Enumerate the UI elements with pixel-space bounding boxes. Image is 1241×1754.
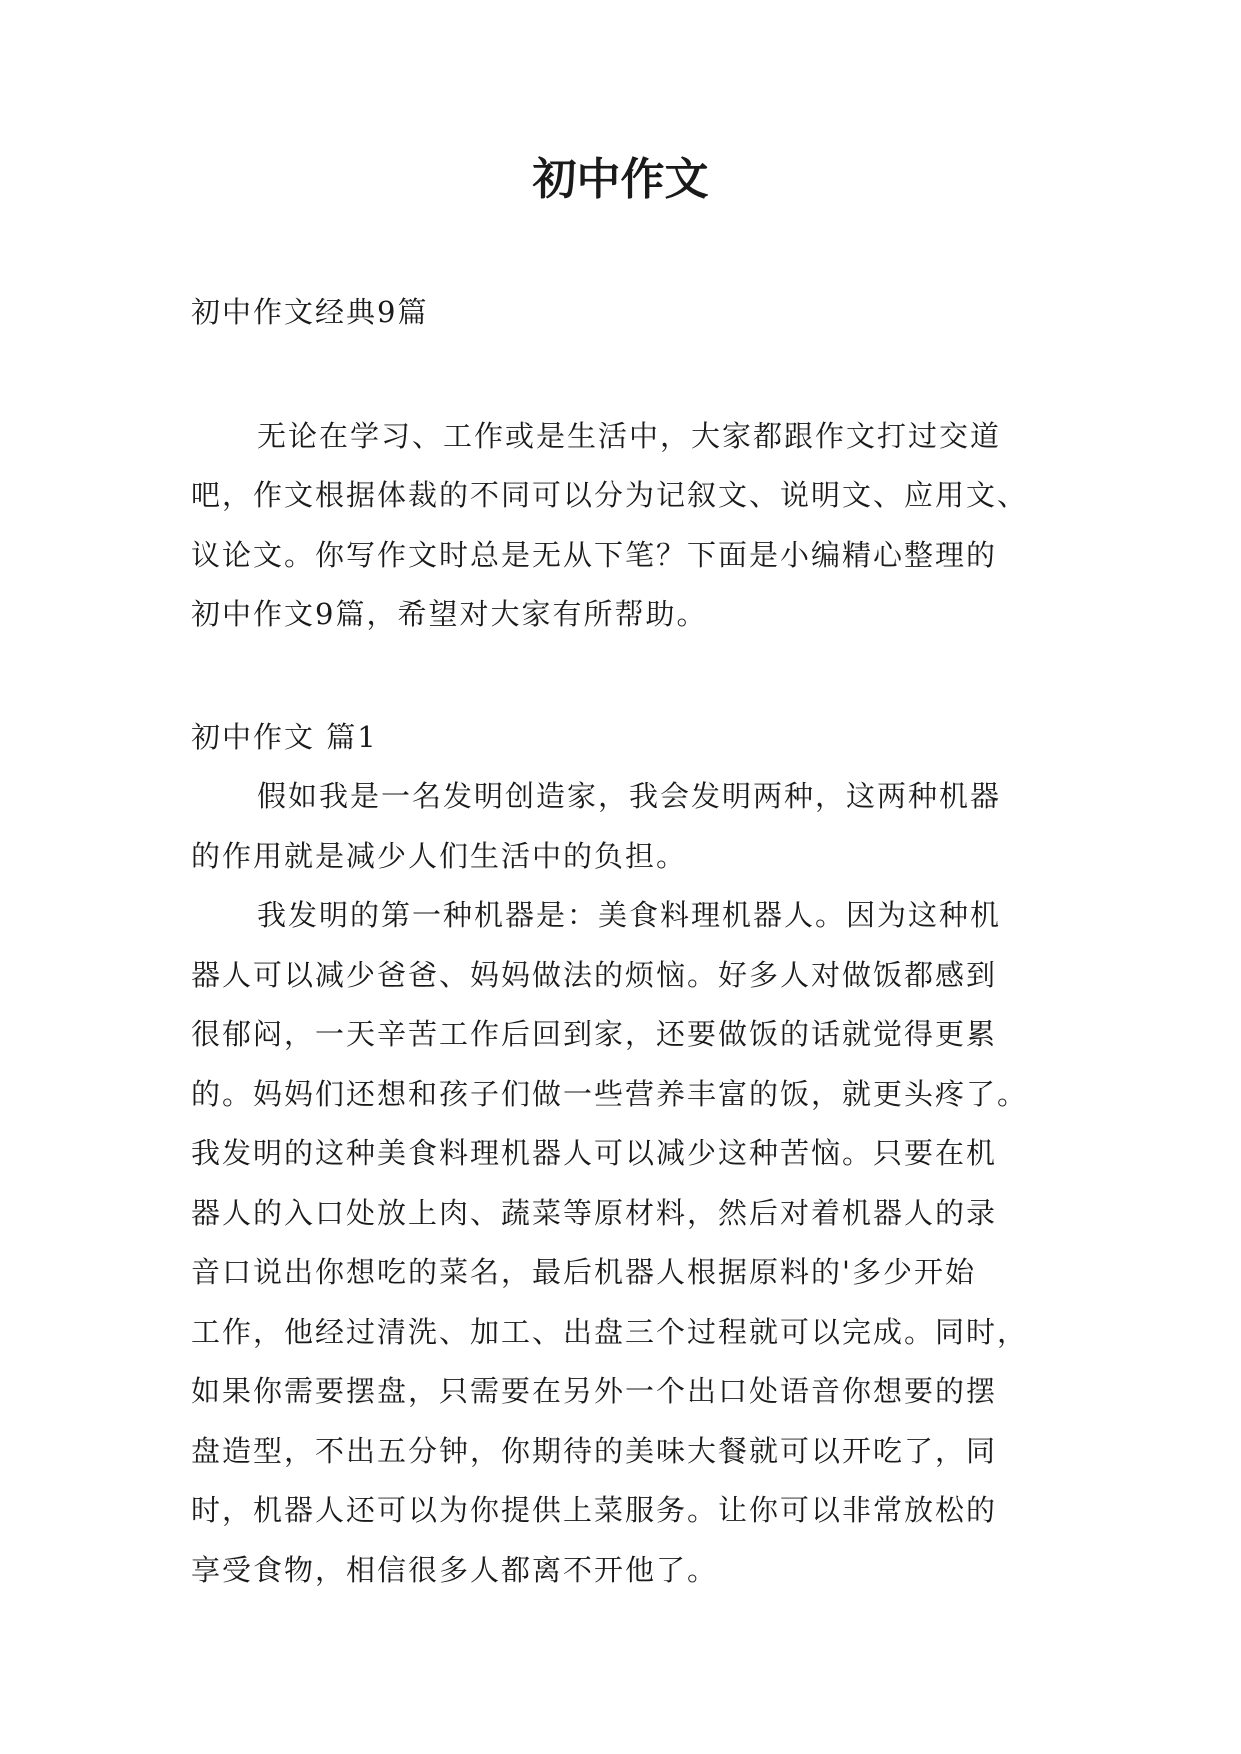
paragraph-line: 器人可以减少爸爸、妈妈做法的烦恼。好多人对做饭都感到 <box>191 957 998 992</box>
paragraph-line: 我发明的第一种机器是：美食料理机器人。因为这种机 <box>257 898 1002 932</box>
paragraph-line: 盘造型，不出五分钟，你期待的美味大餐就可以开吃了，同 <box>191 1433 998 1468</box>
paragraph-line: 工作，他经过清洗、加工、出盘三个过程就可以完成。同时， <box>191 1314 1029 1349</box>
document-body <box>191 283 1051 1600</box>
paragraph-line: 初中作文9篇，希望对大家有所帮助。 <box>191 597 708 631</box>
paragraph-line: 器人的入口处放上肉、蔬菜等原材料，然后对着机器人的录 <box>191 1195 998 1230</box>
paragraph-line: 吧，作文根据体裁的不同可以分为记叙文、说明文、应用文、 <box>191 478 1029 512</box>
spacer <box>191 645 1051 708</box>
paragraph-line: 议论文。你写作文时总是无从下笔？下面是小编精心整理的 <box>191 537 998 572</box>
document-title: 初中作文 <box>532 154 709 205</box>
paragraph-line: 我发明的这种美食料理机器人可以减少这种苦恼。只要在机 <box>191 1136 998 1170</box>
spacer <box>191 343 1051 407</box>
paragraph-2 <box>191 886 1051 1600</box>
paragraph-1 <box>191 767 1051 886</box>
document-subtitle: 初中作文经典9篇 <box>191 295 429 329</box>
paragraph-line: 如果你需要摆盘，只需要在另外一个出口处语音你想要的摆 <box>191 1374 998 1408</box>
paragraph-line: 时，机器人还可以为你提供上菜服务。让你可以非常放松的 <box>191 1493 998 1527</box>
paragraph-line: 音口说出你想吃的菜名，最后机器人根据原料的'多少开始 <box>191 1255 976 1289</box>
paragraph-line: 的作用就是减少人们生活中的负担。 <box>191 838 688 873</box>
paragraph-line: 很郁闷，一天辛苦工作后回到家，还要做饭的话就觉得更累 <box>191 1017 998 1051</box>
section-heading: 初中作文 篇1 <box>191 719 378 754</box>
paragraph-line: 的。妈妈们还想和孩子们做一些营养丰富的饭，就更头疼了。 <box>191 1076 1029 1111</box>
paragraph-line: 假如我是一名发明创造家，我会发明两种，这两种机器 <box>257 779 1002 813</box>
paragraph-line: 无论在学习、工作或是生活中，大家都跟作文打过交道 <box>257 418 1002 453</box>
intro-paragraph <box>191 407 1051 645</box>
paragraph-line: 享受食物，相信很多人都离不开他了。 <box>191 1552 719 1587</box>
